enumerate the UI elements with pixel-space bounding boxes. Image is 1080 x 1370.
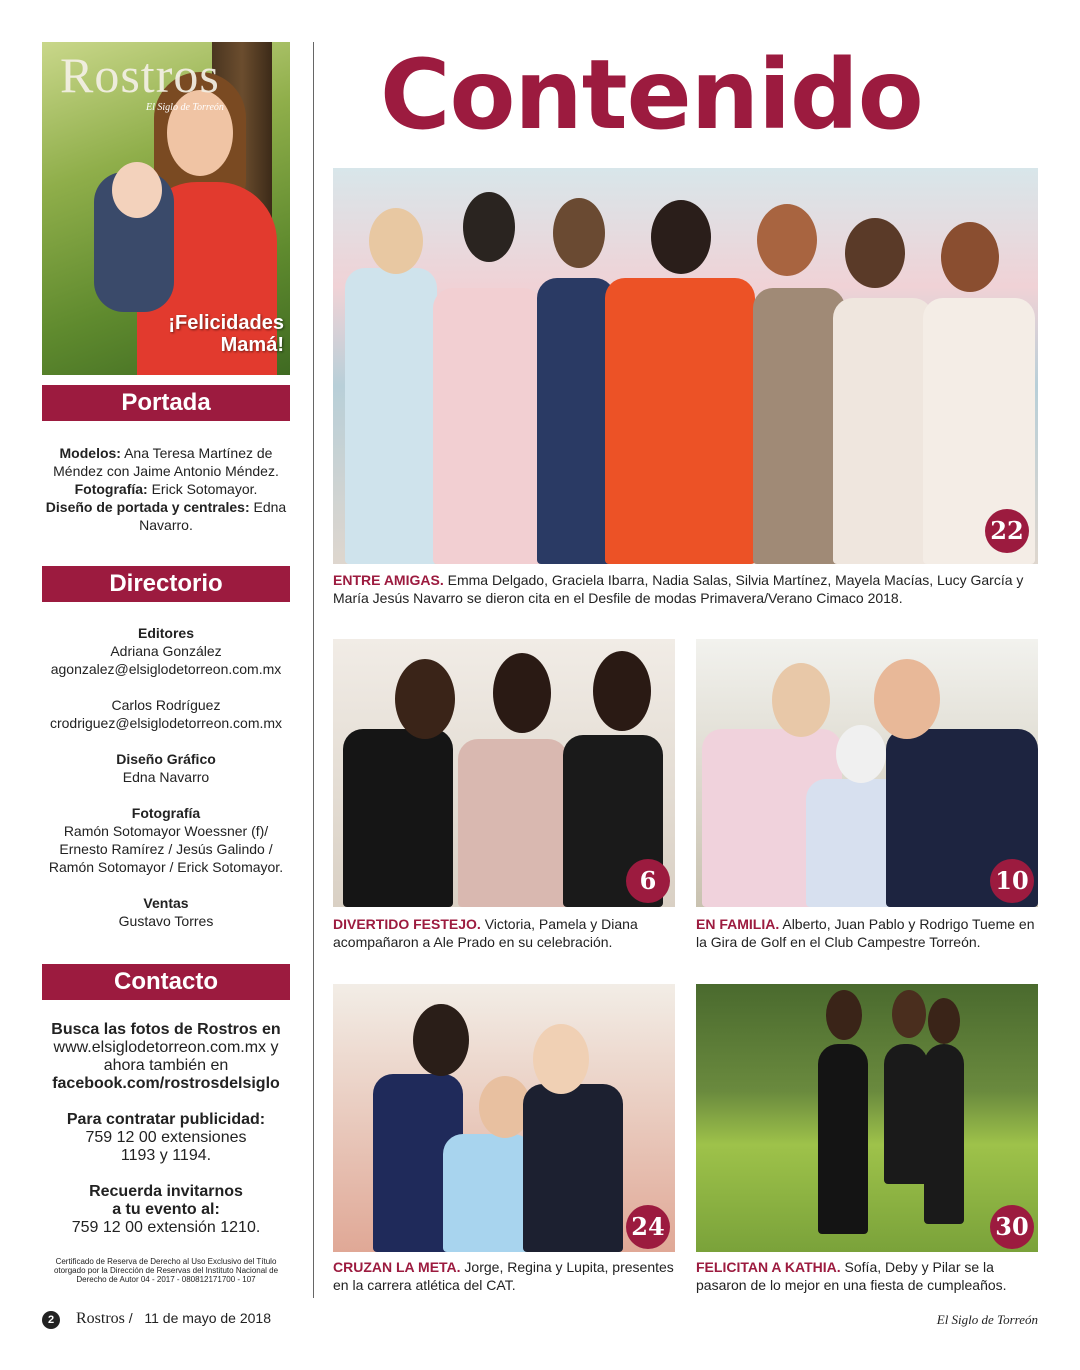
kicker-entre-amigas: ENTRE AMIGAS. [333,572,444,588]
portada-credits [42,444,290,534]
cover-baby-face [112,162,162,218]
photo-cruzan-la-meta[interactable] [333,984,675,1252]
kicker-felicitan-a-kathia: FELICITAN A KATHIA. [696,1259,841,1275]
directorio-header: Directorio [42,566,290,602]
busca-line3: ahora también en [103,1057,229,1074]
text-cruzan-la-meta: Jorge, Regina y Lupita, presentes en la carrera atlética del CAT. [333,1259,674,1293]
legal-notice: Certificado de Reserva de Derecho al Uso Exclusivo del Título otorgado por la Dirección de Reservas del Instituto Nacional de Derecho de Autor 04 - 2017 - 080812171700 - 107 [53,1257,279,1284]
portada-header: Portada [42,385,290,421]
caption-entre-amigas [333,571,1038,607]
page-badge-6[interactable]: 6 [626,859,670,903]
footer-separator: / [128,1310,133,1326]
directorio-body [42,624,290,930]
page-badge-24[interactable]: 24 [626,1205,670,1249]
text-felicitan-a-kathia: Sofía, Deby y Pilar se la pasaron de lo mejor en una fiesta de cumpleaños. [696,1259,1007,1293]
caption-felicitan-a-kathia [696,1258,1038,1294]
photo-text: Erick Sotomayor. [147,481,258,497]
cover-headline [168,312,284,356]
text-divertido-festejo: Victoria, Pamela y Diana acompañaron a Ale Prado en su celebración. [333,916,638,950]
footer-date: 11 de mayo de 2018 [144,1310,271,1326]
footer-brand: Rostros [76,1310,125,1327]
busca-line4[interactable]: facebook.com/rostrosdelsiglo [52,1075,280,1092]
editores-label: Editores [137,625,194,641]
diseno-name: Edna Navarro [122,769,210,785]
footer-page-number: 2 [42,1311,60,1329]
portada-photo [42,480,290,498]
photo-entre-amigas[interactable] [333,168,1038,564]
models-text: Ana Teresa Martínez de Méndez con Jaime Antonio Méndez. [53,445,279,479]
portada-models [42,444,290,480]
page-badge-22[interactable]: 22 [985,509,1029,553]
busca-line2[interactable]: www.elsiglodetorreon.com.mx y [53,1039,279,1056]
cover-subtitle: El Siglo de Torreón [146,102,224,113]
rec-line3: 759 12 00 extensión 1210. [71,1219,261,1236]
editor1-email[interactable]: agonzalez@elsiglodetorreon.com.mx [50,661,282,677]
page-badge-10[interactable]: 10 [990,859,1034,903]
caption-en-familia [696,915,1038,951]
kicker-cruzan-la-meta: CRUZAN LA META. [333,1259,461,1275]
portada-design [42,498,290,534]
editor2-name: Carlos Rodríguez [111,697,221,713]
foto-line1: Ramón Sotomayor Woessner (f)/ [63,823,269,839]
foto-line2: Ernesto Ramírez / Jesús Galindo / [59,841,273,857]
pub-line1: Para contratar publicidad: [66,1111,266,1128]
contacto-body [42,1021,290,1237]
kicker-divertido-festejo: DIVERTIDO FESTEJO. [333,916,481,932]
rec-line1: Recuerda invitarnos [89,1183,243,1200]
column-divider [313,42,314,1298]
ventas-name: Gustavo Torres [118,913,214,929]
kicker-en-familia: EN FAMILIA. [696,916,780,932]
page-badge-30[interactable]: 30 [990,1205,1034,1249]
text-entre-amigas: Emma Delgado, Graciela Ibarra, Nadia Salas, Silvia Martínez, Mayela Macías, Lucy García y María Jesús Navarro se dieron cita en el Desfile de modas Primavera/Verano Cimaco 2018. [333,572,1024,606]
cover-masthead: Rostros [60,47,220,103]
cover-headline-line2: Mamá! [220,334,284,356]
cover-image[interactable] [42,42,290,375]
design-label: Diseño de portada y centrales: [45,499,250,515]
pub-line3: 1193 y 1194. [120,1147,212,1164]
page-title: Contenido [380,39,923,151]
models-label: Modelos: [59,445,121,461]
footer-left [76,1310,271,1328]
foto-label: Fotografía [131,805,201,821]
editor2-email[interactable]: crodriguez@elsiglodetorreon.com.mx [49,715,283,731]
editor1-name: Adriana González [110,643,222,659]
photo-en-familia[interactable] [696,639,1038,907]
foto-line3: Ramón Sotomayor / Erick Sotomayor. [48,859,284,875]
photo-divertido-festejo[interactable] [333,639,675,907]
rec-line2: a tu evento al: [112,1201,220,1218]
footer-publisher: El Siglo de Torreón [936,1312,1038,1327]
contacto-header: Contacto [42,964,290,1000]
caption-divertido-festejo [333,915,675,951]
text-en-familia: Alberto, Juan Pablo y Rodrigo Tueme en la Gira de Golf en el Club Campestre Torreón. [696,916,1035,950]
cover-headline-line1: ¡Felicidades [168,312,284,334]
caption-cruzan-la-meta [333,1258,675,1294]
ventas-label: Ventas [143,895,189,911]
photo-label: Fotografía: [74,481,148,497]
pub-line2: 759 12 00 extensiones [85,1129,247,1146]
photo-felicitan-a-kathia[interactable] [696,984,1038,1252]
design-text: Edna Navarro. [139,499,287,533]
busca-line1: Busca las fotos de Rostros en [51,1021,281,1038]
diseno-label: Diseño Gráfico [116,751,216,767]
